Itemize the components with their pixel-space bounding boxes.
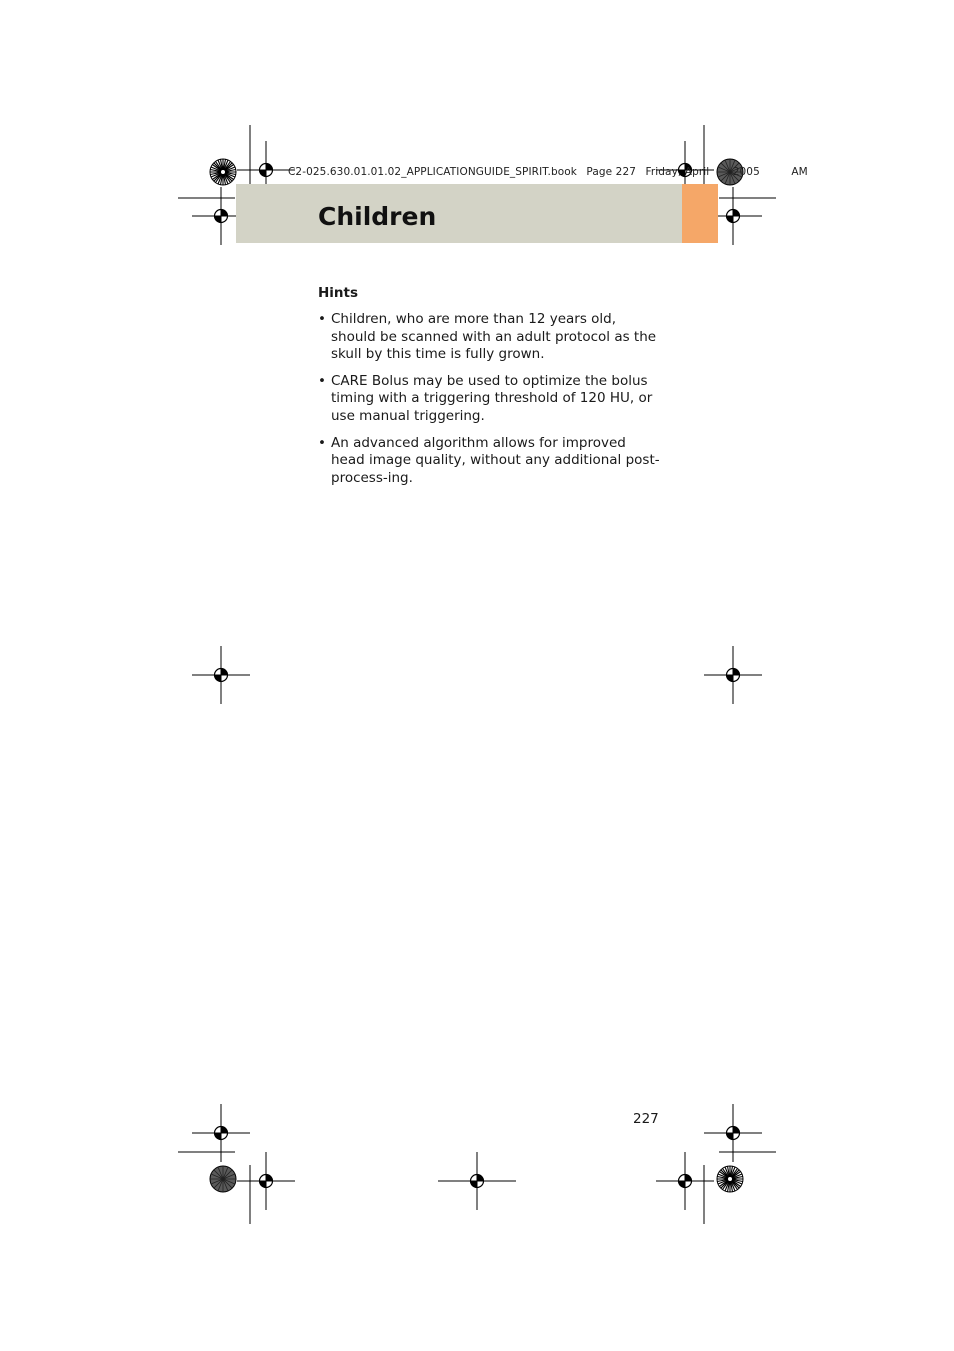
chapter-accent-tab: [682, 184, 718, 243]
print-header: [288, 166, 814, 178]
title-band: [236, 184, 682, 243]
print-header-year: 2005: [732, 166, 760, 178]
page-number: 227: [633, 1111, 659, 1127]
bullet-icon: •: [318, 434, 326, 451]
section-heading: Hints: [318, 285, 359, 301]
print-header-page: Page 227: [586, 166, 637, 178]
list-item-text: CARE Bolus may be used to optimize the bolus timing with a triggering threshold of 120 HU, or use manual triggering.: [331, 372, 653, 424]
print-header-time: AM: [791, 166, 808, 178]
bullet-icon: •: [318, 311, 326, 327]
hints-list: [318, 311, 663, 496]
print-header-date: Friday, April: [645, 166, 710, 178]
print-header-file: C2-025.630.01.01.02_APPLICATIONGUIDE_SPIRIT.book: [288, 166, 577, 178]
page-title: Children: [318, 202, 437, 231]
list-item: [318, 311, 663, 364]
list-item-text: An advanced algorithm allows for improved head image quality, without any additional post-process-ing.: [331, 434, 660, 486]
list-item: [318, 373, 663, 426]
list-item-text: Children, who are more than 12 years old, should be scanned with an adult protocol as the skull by this time is fully grown.: [331, 311, 657, 363]
list-item: [318, 435, 663, 488]
bullet-icon: •: [318, 372, 326, 389]
